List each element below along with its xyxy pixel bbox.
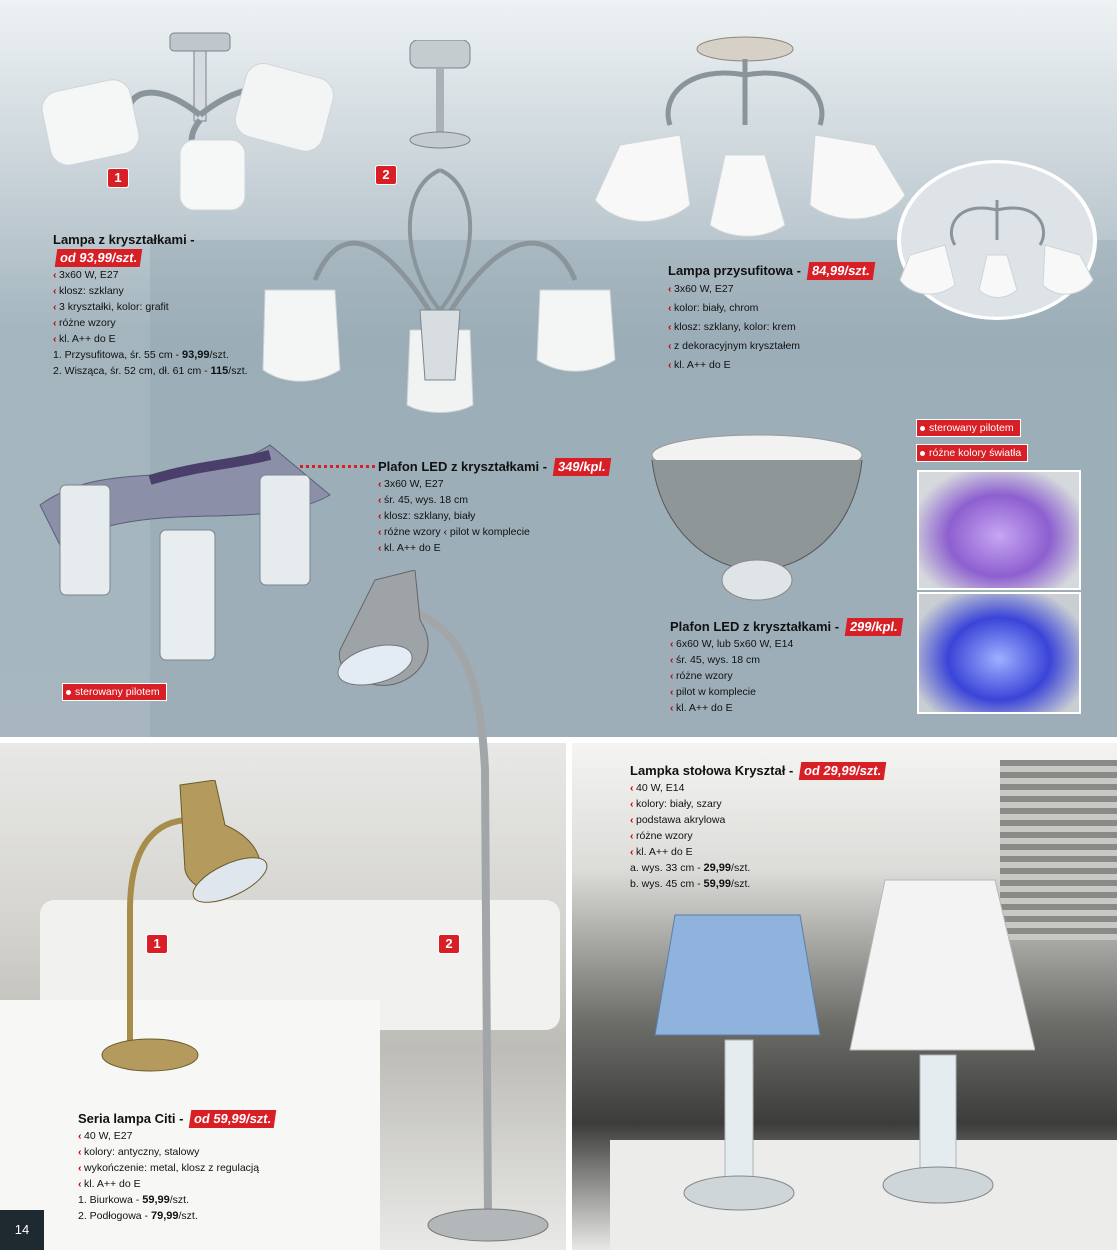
spec-item: ‹ wykończenie: metal, klosz z regulacją [78, 1160, 318, 1176]
spec-item: ‹ kolory: antyczny, stalowy [78, 1144, 318, 1160]
product-title: Lampa przysufitowa - [668, 263, 805, 278]
spec-list [53, 267, 283, 347]
led-plafon-1-image [30, 435, 360, 665]
product-info-led-plafon-299 [670, 618, 910, 716]
desk-lamp-image [100, 780, 275, 1075]
spec-list [378, 476, 618, 556]
page-number: 14 [0, 1210, 44, 1250]
spec-list [668, 280, 888, 375]
number-badge-floor: 2 [438, 934, 460, 954]
spec-item: ‹ 6x60 W, lub 5x60 W, E14 [670, 636, 910, 652]
product-info-table-lamp [630, 762, 890, 892]
spec-item: ‹ klosz: szklany, biały [378, 508, 618, 524]
spec-item: ‹ klosz: szklany [53, 283, 283, 299]
ceiling-lamp-inset-image [895, 160, 1100, 320]
table-lamps-image [650, 875, 1035, 1220]
product-info-led-plafon-349 [378, 458, 618, 556]
product-title: Plafon LED z kryształkami - [378, 459, 551, 474]
variant-line: a. wys. 33 cm - 29,99/szt. [630, 862, 751, 874]
spec-item: ‹ 40 W, E14 [630, 780, 890, 796]
spec-item: ‹ klosz: szklany, kolor: krem [668, 318, 888, 337]
variant-line: 2. Podłogowa - 79,99/szt. [78, 1210, 198, 1222]
variant-line: b. wys. 45 cm - 59,99/szt. [630, 878, 751, 890]
number-badge-desk: 1 [146, 934, 168, 954]
spec-item: ‹ różne wzory [670, 668, 910, 684]
spec-item: ‹ kolory: biały, szary [630, 796, 890, 812]
price-badge: od 59,99/szt. [189, 1110, 277, 1128]
price-badge: 299/kpl. [844, 618, 902, 636]
floor-lamp-image [330, 570, 550, 1250]
product-title: Lampa z kryształkami - [53, 232, 195, 247]
spec-item: ‹ 3x60 W, E27 [378, 476, 618, 492]
spec-item: ‹ kl. A++ do E [630, 844, 890, 860]
spec-item: ‹ 3 kryształki, kolor: grafit [53, 299, 283, 315]
price-badge: od 93,99/szt. [55, 249, 143, 267]
vertical-divider [566, 743, 572, 1250]
horizontal-divider [0, 737, 1117, 743]
spec-item: ‹ 3x60 W, E27 [53, 267, 283, 283]
spec-list [670, 636, 910, 716]
product-info-citi-lamp [78, 1110, 318, 1224]
spec-item: ‹ śr. 45, wys. 18 cm [670, 652, 910, 668]
blue-light-photo [917, 592, 1081, 714]
spec-item: ‹ pilot w komplecie [670, 684, 910, 700]
price-badge: 84,99/szt. [806, 262, 874, 280]
remote-tag-1: sterowany pilotem [62, 683, 167, 701]
spec-item: ‹ różne wzory ‹ pilot w komplecie [378, 524, 618, 540]
price-badge: 349/kpl. [552, 458, 610, 476]
number-badge-2: 2 [375, 165, 397, 185]
spec-list [78, 1128, 318, 1192]
ceiling-lamp-flower-image [590, 35, 920, 245]
led-plafon-2-image [640, 430, 875, 610]
product-title: Seria lampa Citi - [78, 1111, 188, 1126]
purple-light-photo [917, 470, 1081, 590]
remote-tag-2: sterowany pilotem [916, 419, 1021, 437]
spec-item: ‹ podstawa akrylowa [630, 812, 890, 828]
price-badge: od 29,99/szt. [799, 762, 887, 780]
spec-item: ‹ kolor: biały, chrom [668, 299, 888, 318]
product-title: Lampka stołowa Kryształ - [630, 763, 797, 778]
variant-line: 1. Przysufitowa, śr. 55 cm - 93,99/szt. [53, 349, 229, 361]
spec-item: ‹ z dekoracyjnym kryształem [668, 337, 888, 356]
spec-item: ‹ 3x60 W, E27 [668, 280, 888, 299]
variant-line: 2. Wisząca, śr. 52 cm, dł. 61 cm - 115/szt. [53, 365, 248, 377]
spec-list [630, 780, 890, 860]
spec-item: ‹ 40 W, E27 [78, 1128, 318, 1144]
hanging-lamp-2-image [255, 40, 625, 415]
spec-item: ‹ kl. A++ do E [378, 540, 618, 556]
product-title: Plafon LED z kryształkami - [670, 619, 843, 634]
number-badge-1: 1 [107, 168, 129, 188]
product-info-ceiling-lamp [668, 262, 888, 375]
spec-item: ‹ kl. A++ do E [78, 1176, 318, 1192]
spec-item: ‹ śr. 45, wys. 18 cm [378, 492, 618, 508]
variant-line: 1. Biurkowa - 59,99/szt. [78, 1194, 189, 1206]
spec-item: ‹ kl. A++ do E [670, 700, 910, 716]
connector-dots [300, 465, 375, 468]
spec-item: ‹ kl. A++ do E [53, 331, 283, 347]
spec-item: ‹ kl. A++ do E [668, 356, 888, 375]
colors-tag: różne kolory światła [916, 444, 1028, 462]
spec-item: ‹ różne wzory [53, 315, 283, 331]
spec-item: ‹ różne wzory [630, 828, 890, 844]
product-info-crystal-lamp [53, 232, 283, 379]
